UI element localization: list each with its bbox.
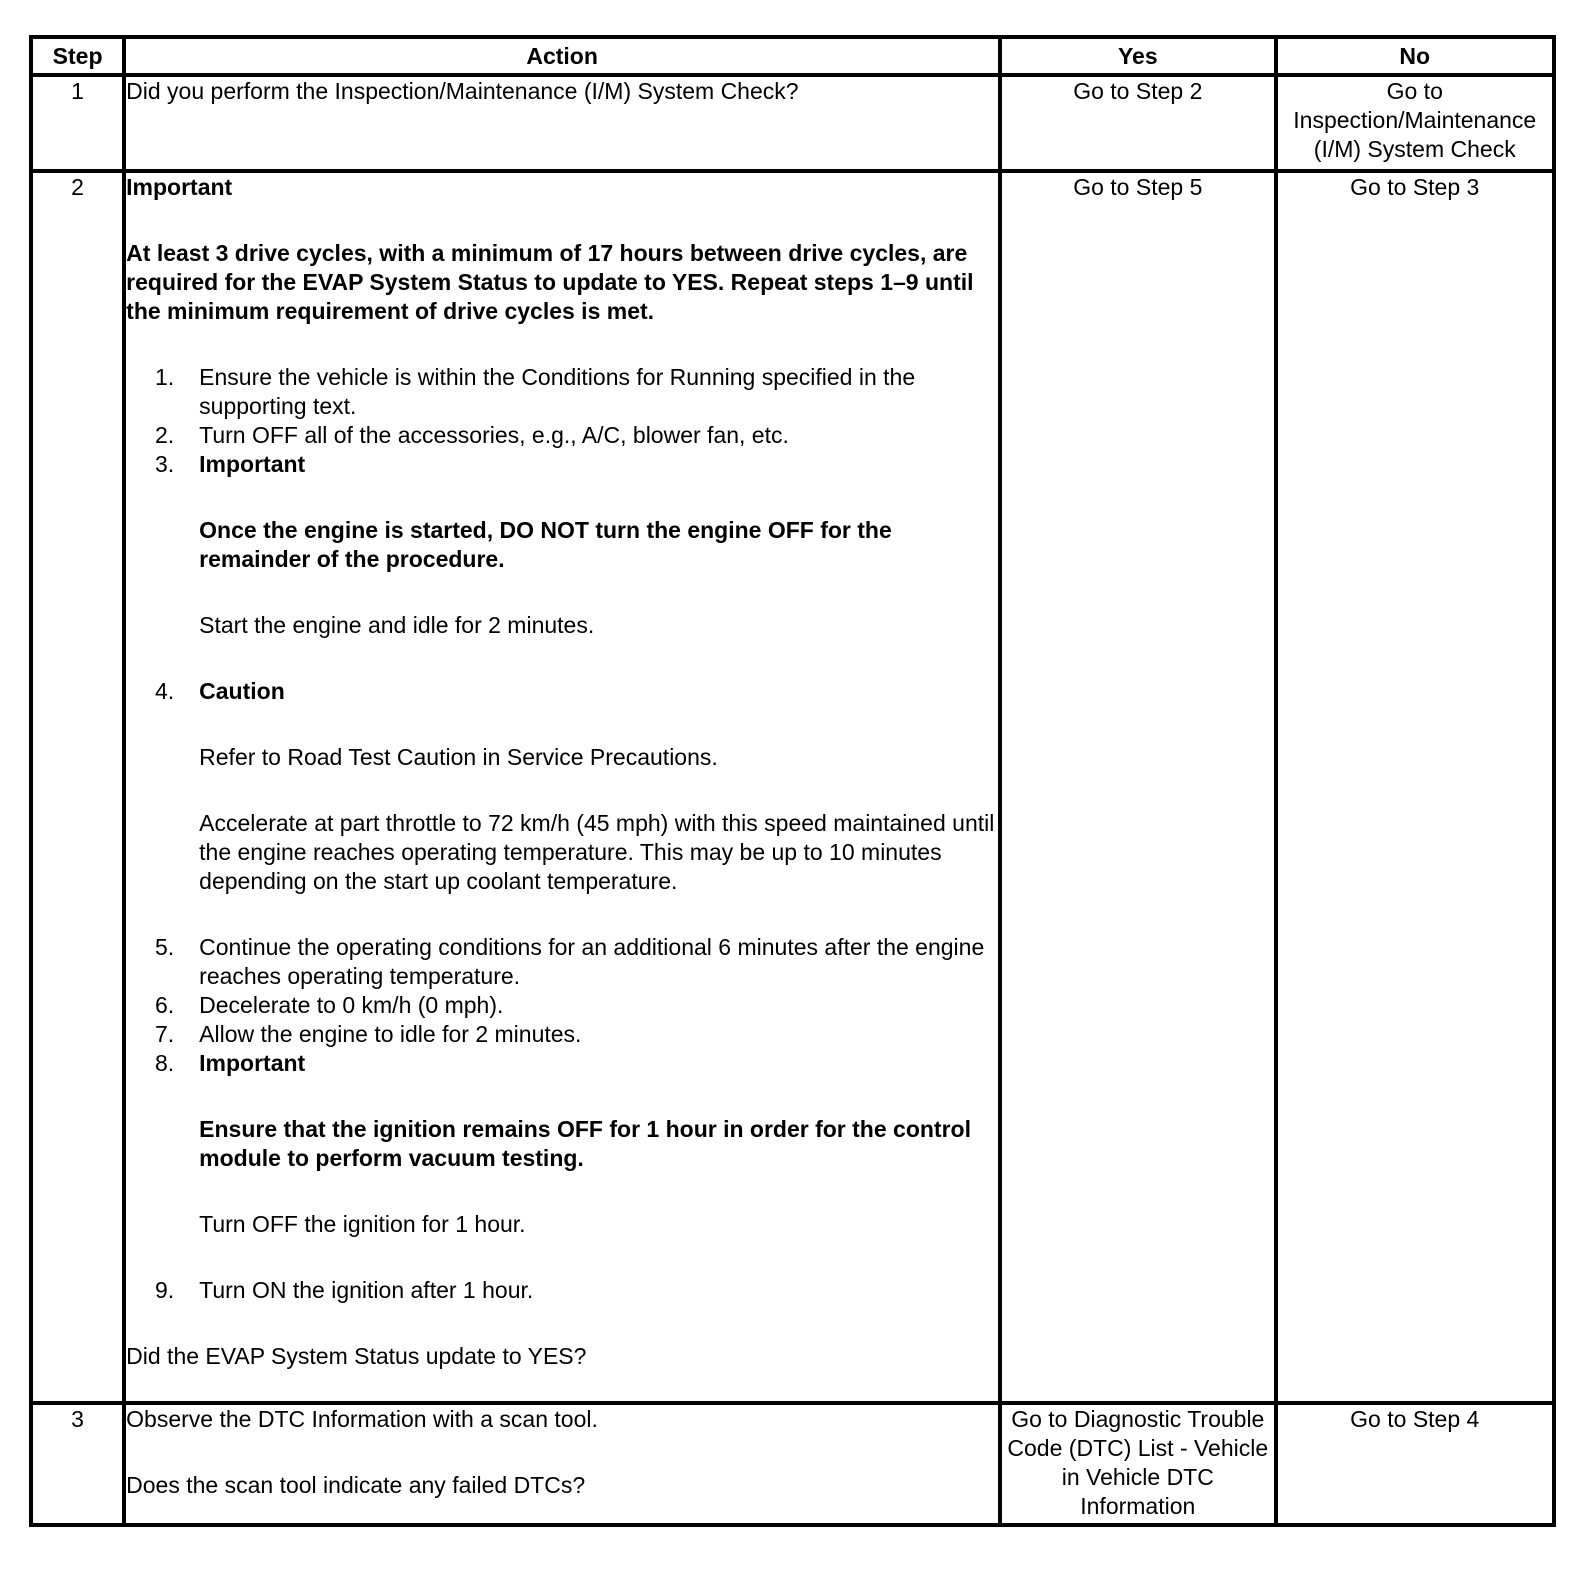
question-text: Does the scan tool indicate any failed DTCs?: [126, 1472, 586, 1498]
action-cell: [124, 1403, 1000, 1525]
yes-link[interactable]: Go to Diagnostic Trouble Code (DTC) List - Vehicle in Vehicle DTC Information: [1007, 1406, 1269, 1519]
question-text: Did the EVAP System Status update to YES?: [126, 1343, 587, 1369]
action-text: Observe the DTC Information with a scan tool.: [126, 1406, 598, 1432]
substep-heading: Caution: [199, 678, 285, 704]
yes-cell: [1000, 171, 1275, 1403]
yes-link[interactable]: Go to Step 2: [1073, 78, 1203, 104]
table-row: [31, 75, 1554, 171]
substep-text: Start the engine and idle for 2 minutes.: [199, 612, 595, 638]
table-row: [31, 1403, 1554, 1525]
substep-note: Refer to Road Test Caution in Service Precautions.: [199, 744, 718, 770]
header-action: Action: [124, 37, 1000, 75]
yes-link[interactable]: Go to Step 5: [1073, 174, 1203, 200]
substep-text: Accelerate at part throttle to 72 km/h (45 mph) with this speed maintained until the engine reaches operating temperature. This may be up to 10 minutes depending on the start up coolant temperature.: [199, 810, 995, 894]
no-cell: [1276, 171, 1555, 1403]
important-heading: Important: [126, 174, 233, 200]
yes-cell: [1000, 1403, 1275, 1525]
substep-number: 5.: [154, 934, 175, 960]
substep-2: [126, 421, 998, 450]
table-row: [31, 171, 1554, 1403]
header-step: Step: [31, 37, 124, 75]
no-link[interactable]: Go to Step 3: [1350, 174, 1480, 200]
substep-text: Decelerate to 0 km/h (0 mph).: [199, 992, 504, 1018]
substep-9: [126, 1276, 998, 1305]
step-number: 3: [31, 1403, 124, 1525]
substep-text: Turn OFF the ignition for 1 hour.: [199, 1211, 526, 1237]
substep-text: Ensure the vehicle is within the Conditions for Running specified in the supporting text.: [199, 364, 916, 419]
step-number: 1: [31, 75, 124, 171]
substep-8: [126, 1049, 998, 1276]
substep-1: [126, 363, 998, 421]
action-text: Did you perform the Inspection/Maintenance (I/M) System Check?: [126, 78, 799, 104]
substep-heading: Important: [199, 1050, 306, 1076]
substep-text: Turn ON the ignition after 1 hour.: [199, 1277, 534, 1303]
substep-number: 9.: [154, 1277, 175, 1303]
important-text: At least 3 drive cycles, with a minimum of 17 hours between drive cycles, are required for the EVAP System Status to update to YES. Repeat steps 1–9 until the minimum requirement of drive cycles is met.: [126, 240, 974, 324]
substep-text: Continue the operating conditions for an additional 6 minutes after the engine reaches operating temperature.: [199, 934, 985, 989]
substep-number: 4.: [154, 678, 175, 704]
substep-6: [126, 991, 998, 1020]
substep-list: [126, 363, 998, 1305]
substep-5: [126, 933, 998, 991]
substep-heading: Important: [199, 451, 306, 477]
substep-number: 8.: [154, 1050, 175, 1076]
action-cell: [124, 75, 1000, 171]
step-number: 2: [31, 171, 124, 1403]
header-row: [31, 37, 1554, 75]
substep-number: 2.: [154, 422, 175, 448]
substep-note: Ensure that the ignition remains OFF for 1 hour in order for the control module to perform vacuum testing.: [199, 1116, 971, 1171]
substep-text: Turn OFF all of the accessories, e.g., A/C, blower fan, etc.: [199, 422, 789, 448]
substep-note: Once the engine is started, DO NOT turn the engine OFF for the remainder of the procedure.: [199, 517, 892, 572]
substep-number: 7.: [154, 1021, 175, 1047]
no-cell: [1276, 75, 1555, 171]
substep-number: 3.: [154, 451, 175, 477]
action-cell: [124, 171, 1000, 1403]
substep-7: [126, 1020, 998, 1049]
header-yes: Yes: [1000, 37, 1275, 75]
no-link[interactable]: Go to Step 4: [1350, 1406, 1480, 1432]
header-no: No: [1276, 37, 1555, 75]
substep-text: Allow the engine to idle for 2 minutes.: [199, 1021, 582, 1047]
yes-cell: [1000, 75, 1275, 171]
procedure-table: [29, 35, 1556, 1527]
substep-4: [126, 677, 998, 933]
substep-number: 6.: [154, 992, 175, 1018]
substep-number: 1.: [154, 364, 175, 390]
substep-3: [126, 450, 998, 677]
no-link[interactable]: Go to Inspection/Maintenance (I/M) System Check: [1293, 78, 1537, 162]
no-cell: [1276, 1403, 1555, 1525]
